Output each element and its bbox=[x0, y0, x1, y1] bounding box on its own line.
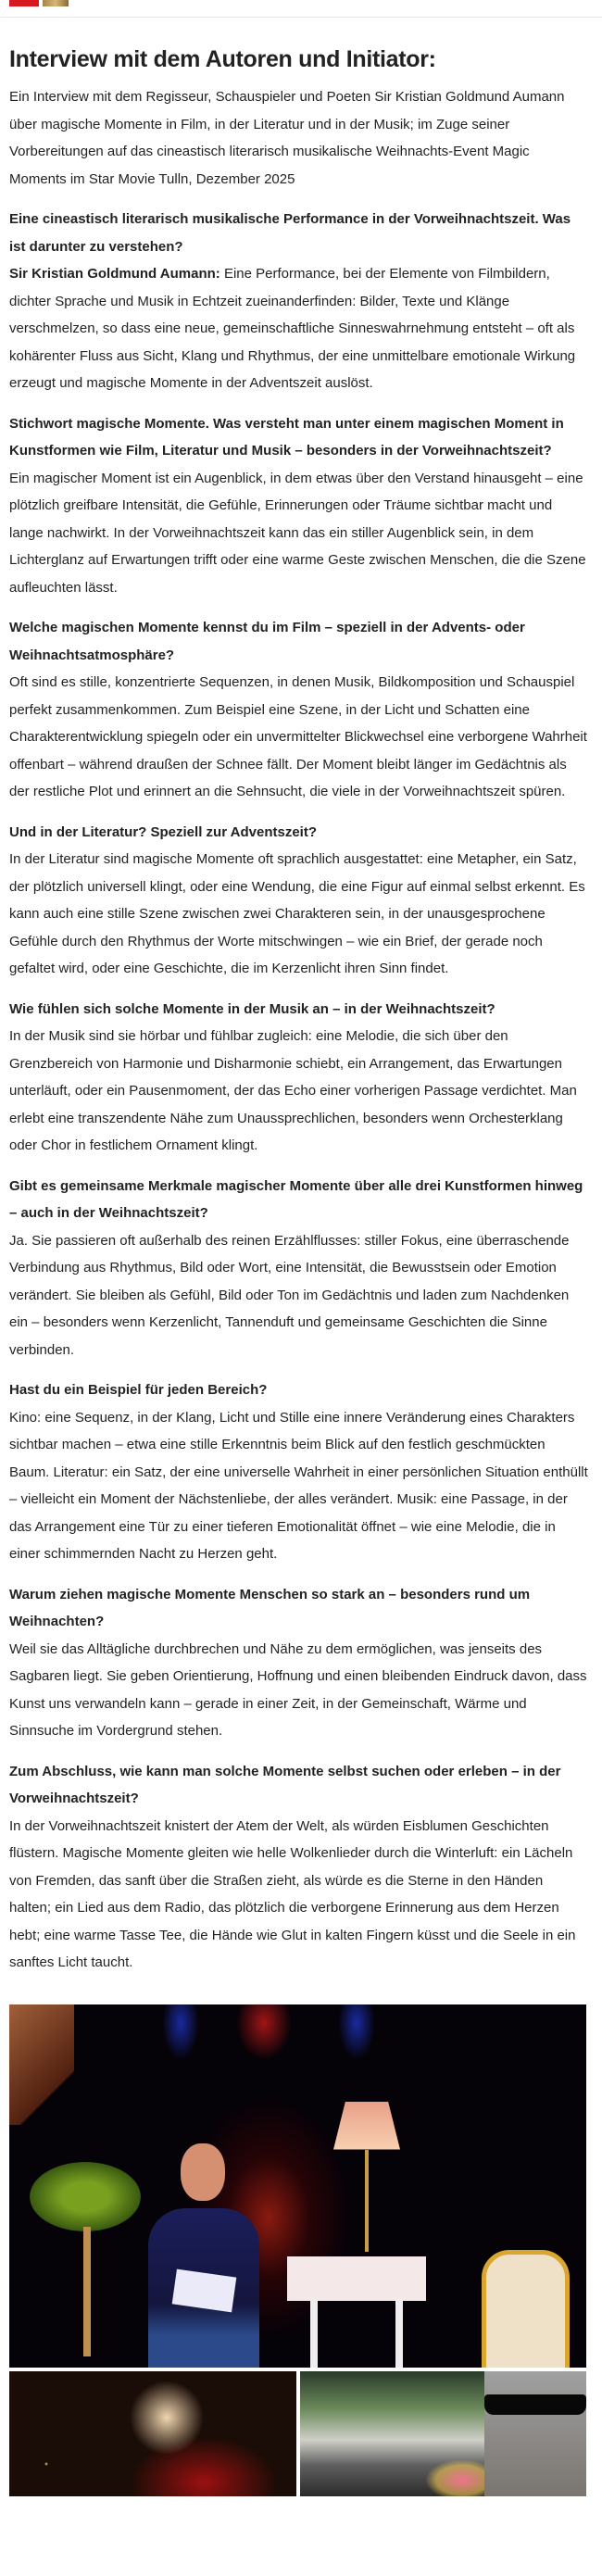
qa-item bbox=[9, 1173, 588, 1364]
answer: Kino: eine Sequenz, in der Klang, Licht und Stille eine innere Veränderung eines Charakters sichtbar machen – etwa eine stille Erkenntnis beim Blick auf den festlich geschmückten Baum. Literatur: ein Satz, der eine universelle Wahrheit in einer persönlichen Situation enthüllt – vielleicht ein Moment der Nächstenliebe, der alles verändert. Musik: eine Passage, in der das Arrangement eine Tür zu einer tieferen Emotionalität öffnet – wie eine Melodie, die in einer schimmernden Nacht zu Herzen geht. bbox=[9, 1409, 588, 1562]
qa-item bbox=[9, 1758, 588, 1977]
armchair bbox=[482, 2250, 570, 2368]
answer: Ja. Sie passieren oft außerhalb des reinen Erzählflusses: stiller Fokus, eine überraschende Verbindung aus Rhythmus, Bild oder Wort, eine Intensität, die Bewusstsein oder Emotion verändert. Sie bleiben als Gefühl, Bild oder Ton im Gedächtnis und laden zum Nachdenken ein – besonders wenn Kerzenlicht, Tannenduft und gemeinsame Geschichten die Sinne verbinden. bbox=[9, 1232, 570, 1358]
answer: Eine Performance, bei der Elemente von Filmbildern, dichter Sprache und Musik in Echtzeit zueinanderfinden: Bilder, Texte und Klänge verschmelzen, so dass eine neue, gemeinschaftliche Sinneswahrnehmung entsteht – oft als kohärenter Fluss aus Sicht, Klang und Rhythmus, der eine unmittelbare emotionale Wirkung erzeugt und magische Momente in der Adventszeit auslöst. bbox=[9, 266, 576, 391]
face bbox=[484, 2371, 586, 2496]
stage-reading-photo[interactable] bbox=[9, 2004, 586, 2368]
answer: In der Musik sind sie hörbar und fühlbar zugleich: eine Melodie, die sich über den Grenzbereich von Harmonie und Disharmonie schiebt, ein Arrangement, das Erwartungen unterläuft, oder ein Pausenmoment, der das Echo einer vorherigen Passage verdichtet. Man erlebt eine transzendente Nähe zum Unaussprechlichen, besonders wenn Orchesterklang oder Chor in festlichem Ornament klingt. bbox=[9, 1028, 577, 1153]
answer: In der Vorweihnachtszeit knistert der Atem der Welt, als würden Eisblumen Geschichten flüstern. Magische Momente gleiten wie helle Wolkenlieder durch die Winterluft: ein Lächeln von Fremden, das sanft über die Straßen zieht, als würde es die Sterne in den Händen halten; ein Lied aus dem Radio, das plötzlich die verborgene Erinnerung aus dem Herzen hebt; eine warme Tasse Tee, die Hände wie Glut in kalten Fingern küsst und die Seele in ein sanftes Licht taucht. bbox=[9, 1817, 576, 1970]
sunglasses-portrait-photo[interactable] bbox=[300, 2371, 587, 2496]
qa-item bbox=[9, 1581, 588, 1745]
question: Welche magischen Momente kennst du im Film – speziell in der Advents- oder Weihnachtsatmosphäre? bbox=[9, 620, 525, 663]
christmas-wreath bbox=[30, 2162, 141, 2231]
qa-item bbox=[9, 996, 588, 1160]
question: Eine cineastisch literarisch musikalische Performance in der Vorweihnachtszeit. Was ist darunter zu verstehen? bbox=[9, 211, 571, 255]
answer: Weil sie das Alltägliche durchbrechen und Nähe zu dem ermöglichen, was jenseits des Sagbaren liegt. Sie geben Orientierung, Hoffnung und einen bleibenden Eindruck davon, dass Kunst uns verwandeln kann – gerade in einer Zeit, in der Gemeinschaft, Wärme und Sinnsuche im Vordergrund stehen. bbox=[9, 1640, 587, 1739]
article-intro: Ein Interview mit dem Regisseur, Schauspieler und Poeten Sir Kristian Goldmund Aumann über magische Momente in Film, in der Literatur und in der Musik; im Zuge seiner Vorbereitungen auf das cineastisch literarisch musikalische Weihnachts-Event Magic Moments im Star Movie Tulln, Dezember 2025 bbox=[9, 89, 565, 187]
reader-head bbox=[181, 2143, 225, 2201]
image-gallery bbox=[9, 2004, 586, 2496]
question: Warum ziehen magische Momente Menschen so stark an – besonders rund um Weihnachten? bbox=[9, 1586, 531, 1629]
answer: In der Literatur sind magische Momente oft sprachlich ausgestattet: eine Metapher, ein Satz, der plötzlich universell klingt, oder eine Wendung, die eine Figur auf einmal selbst erkennt. Es kann auch eine stille Szene zwischen zwei Charakteren sein, in der unausgesprochene Gefühle durch den Rhythmus der Worte mitschwingen – wie ein Brief, der gerade noch gefaltet wird, oder eine Geschichte, die im Kerzenlicht ihren Sinn findet. bbox=[9, 851, 585, 976]
lamp-shade bbox=[333, 2102, 400, 2150]
side-table bbox=[287, 2256, 426, 2368]
speaker-name: Sir Kristian Goldmund Aumann: bbox=[9, 266, 220, 282]
qa-item bbox=[9, 614, 588, 806]
qa-item bbox=[9, 1376, 588, 1568]
answer: Ein magischer Moment ist ein Augenblick, in dem etwas über den Verstand hinausgeht – eine plötzlich greifbare Intensität, die Gefühle, Erinnerungen oder Träume sichtbar macht und lange nachwirkt. In der Vorweihnachtszeit kann das ein stiller Augenblick sein, in dem Lichterglanz auf Erwartungen trifft oder eine warme Geste zwischen Menschen, die die Szene aufleuchten lässt. bbox=[9, 470, 586, 596]
article-content bbox=[9, 0, 588, 1977]
wreath-stand bbox=[83, 2227, 91, 2356]
brick-wall bbox=[9, 2004, 74, 2125]
qa-item bbox=[9, 410, 588, 602]
question: Zum Abschluss, wie kann man solche Momente selbst suchen oder erleben – in der Vorweihnachtszeit? bbox=[9, 1763, 561, 1806]
question: Stichwort magische Momente. Was versteht man unter einem magischen Moment in Kunstformen wie Film, Literatur und Musik – besonders in der Vorweihnachtszeit? bbox=[9, 415, 564, 459]
question: Gibt es gemeinsame Merkmale magischer Momente über alle drei Kunstformen hinweg – auch in der Weihnachtszeit? bbox=[9, 1177, 583, 1221]
image-row bbox=[9, 2371, 586, 2496]
question: Wie fühlen sich solche Momente in der Musik an – in der Weihnachtszeit? bbox=[9, 1000, 495, 1017]
question: Und in der Literatur? Speziell zur Adventszeit? bbox=[9, 823, 317, 840]
answer: Oft sind es stille, konzentrierte Sequenzen, in denen Musik, Bildkomposition und Schauspiel perfekt zusammenkommen. Zum Beispiel eine Szene, in der Licht und Schatten eine Charakterentwicklung spiegeln oder ein unvermittelter Blickwechsel eine verborgene Wahrheit offenbart – während draußen der Schnee fällt. Der Moment bleibt länger im Gedächtnis als der restliche Plot und erinnert an die Sehnsucht, die viele in der Vorweihnachtszeit spüren. bbox=[9, 674, 587, 799]
article-title: Interview mit dem Autoren und Initiator: bbox=[9, 46, 436, 72]
santa-reading-photo[interactable] bbox=[9, 2371, 296, 2496]
qa-item bbox=[9, 819, 588, 983]
lamp-pole bbox=[365, 2150, 369, 2252]
question: Hast du ein Beispiel für jeden Bereich? bbox=[9, 1382, 268, 1398]
sunglasses bbox=[484, 2394, 586, 2415]
qa-item bbox=[9, 206, 588, 397]
